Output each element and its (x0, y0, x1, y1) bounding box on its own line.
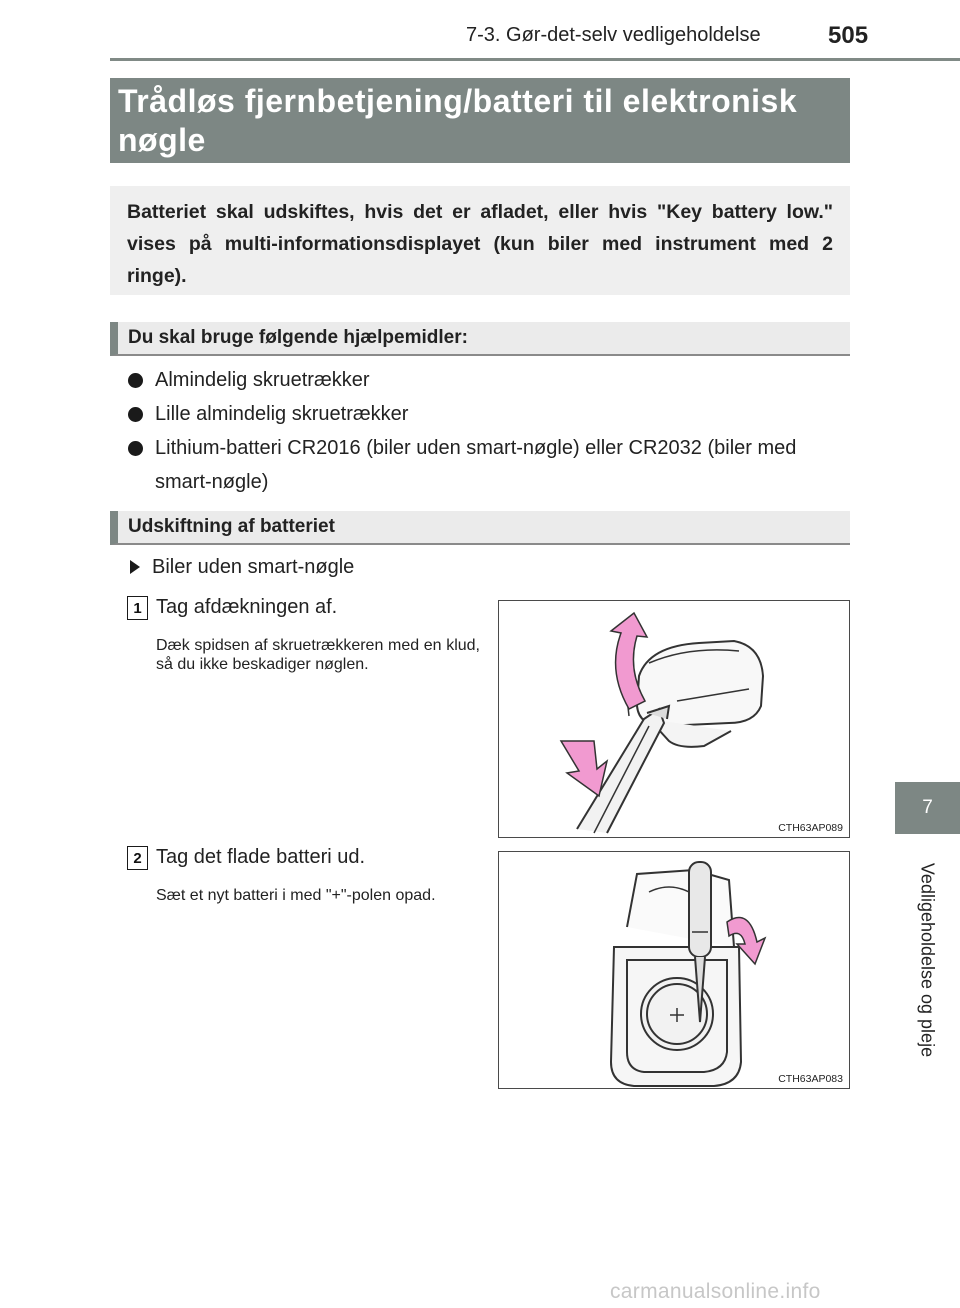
page-title: Trådløs fjernbetjening/batteri til elektronisk nøgle (118, 83, 798, 158)
step-number-badge: 1 (127, 596, 148, 620)
replace-heading-bar (110, 511, 850, 545)
watermark: carmanualsonline.info (610, 1280, 821, 1303)
key-cover-illustration (499, 601, 850, 838)
battery-removal-illustration (499, 852, 850, 1089)
figure-code: CTH63AP089 (778, 822, 843, 834)
replace-heading: Udskiftning af batteriet (128, 516, 335, 537)
lift-arrow-icon (611, 613, 647, 709)
triangle-bullet-icon (130, 560, 140, 574)
page-number: 505 (828, 22, 869, 49)
intro-text: Batteriet skal udskiftes, hvis det er afladet, eller hvis "Key battery low." vises på multi-informationsdisplayet (kun biler med instrument med 2 ringe). (127, 201, 833, 287)
list-item-text: Lille almindelig skruetrækker (155, 403, 409, 425)
figure-remove-battery (498, 851, 850, 1089)
bullet-icon (128, 407, 143, 422)
tools-heading: Du skal bruge følgende hjælpemidler: (128, 327, 468, 348)
subheading (130, 556, 354, 579)
bullet-icon (128, 373, 143, 388)
chapter-label: Vedligeholdelse og pleje (917, 862, 938, 1058)
push-arrow-icon (561, 741, 607, 796)
chapter-tab: 7 (895, 782, 960, 834)
intro-box (110, 186, 850, 295)
step-title: Tag afdækningen af. (156, 596, 338, 618)
list-item-text: Almindelig skruetrækker (155, 369, 370, 391)
step-number-badge: 2 (127, 846, 148, 870)
bullet-icon (128, 441, 143, 456)
figure-remove-cover (498, 600, 850, 838)
tools-heading-bar (110, 322, 850, 356)
step-title: Tag det flade batteri ud. (156, 846, 366, 868)
figure-code: CTH63AP083 (778, 1073, 843, 1085)
subheading-text: Biler uden smart-nøgle (152, 556, 355, 578)
step-note: Dæk spidsen af skruetrækkeren med en klud, så du ikke beskadiger nøglen. (156, 637, 480, 673)
list-item (128, 431, 853, 499)
step-note: Sæt et nyt batteri i med "+"-polen opad. (156, 887, 436, 904)
running-header: 7-3. Gør-det-selv vedligeholdelse (466, 24, 761, 46)
list-item-text: Lithium-batteri CR2016 (biler uden smart-nøgle) eller CR2032 (biler med smart-nøgle) (155, 437, 797, 493)
header-rule (110, 58, 960, 61)
list-item (128, 363, 853, 397)
title-band (110, 78, 850, 163)
list-item (128, 397, 853, 431)
